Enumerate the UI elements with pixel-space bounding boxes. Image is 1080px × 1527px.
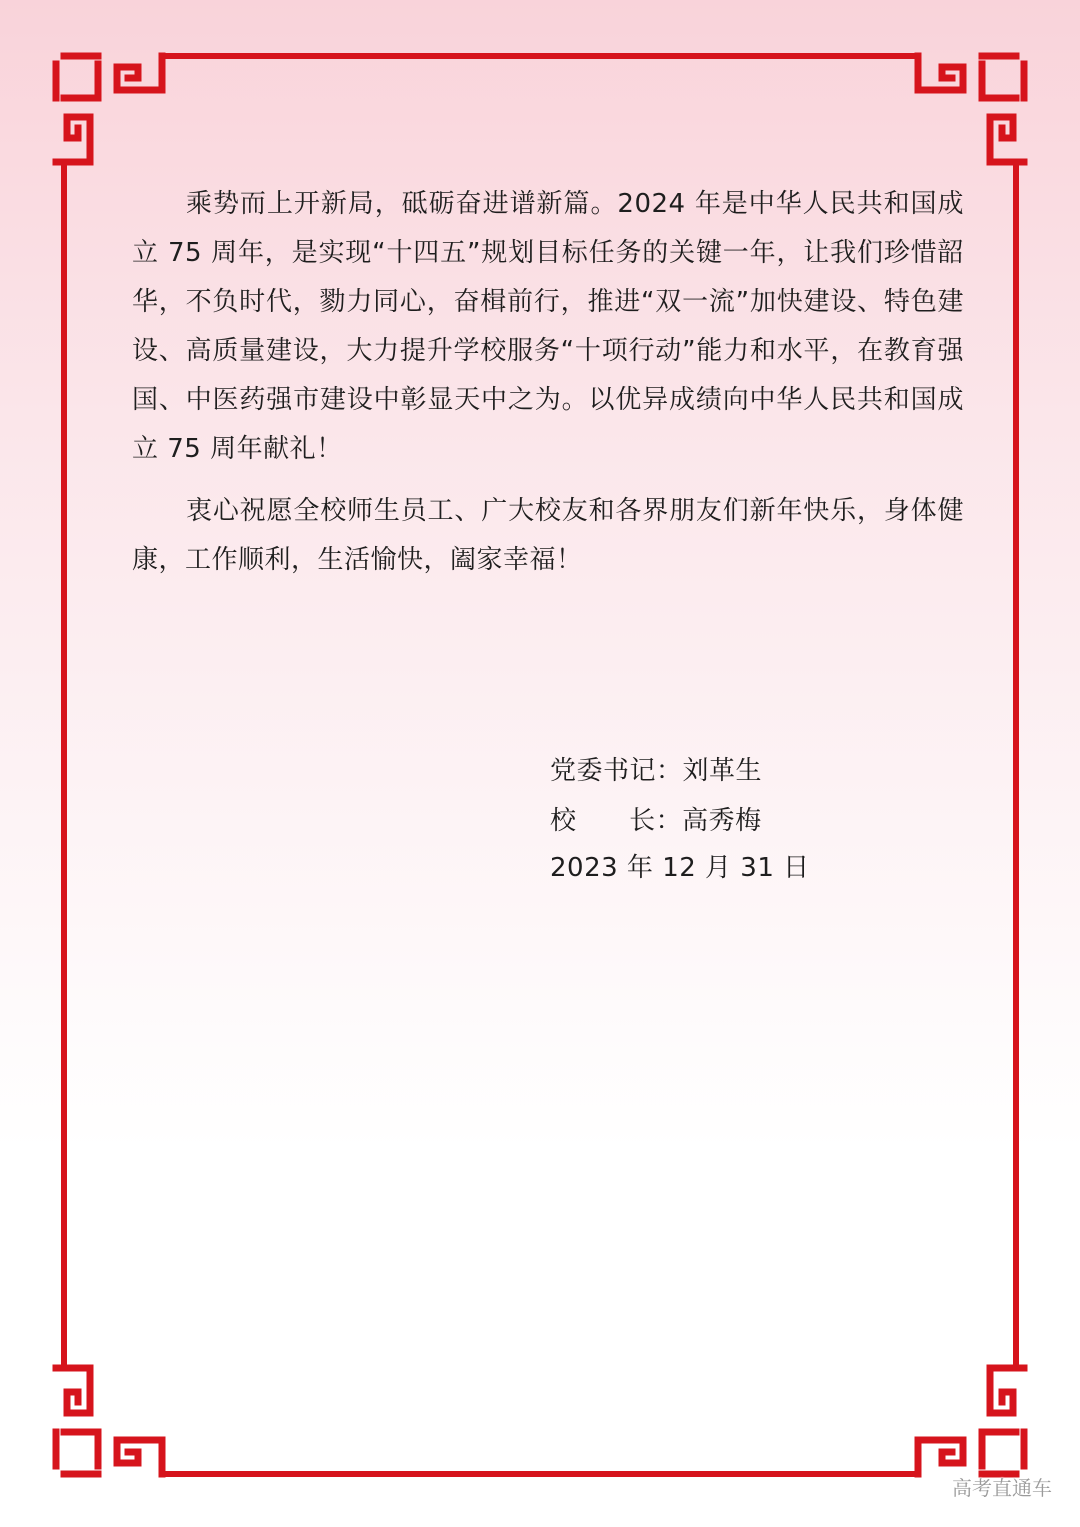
signature-president: 校 长：高秀梅: [550, 806, 762, 836]
signature-date: 2023 年 12 月 31 日: [550, 853, 810, 883]
corner-ornament-top-right: [918, 56, 1024, 162]
watermark: 高考直通车: [952, 1476, 1052, 1500]
letter-paragraph-1: 乘势而上开新局，砥砺奋进谱新篇。2024 年是中华人民共和国成立 75 周年，是实现“十四五”规划目标任务的关键一年，让我们珍惜韶华，不负时代，勠力同心，奋楫前行，推进“双一流”加快建设、特色建设、高质量建设，大力提升学校服务“十项行动”能力和水平，在教育强国、中医药强市建设中彰显天中之为。以优异成绩向中华人民共和国成立 75 周年献礼！: [132, 189, 964, 464]
signature-party-secretary: 党委书记：刘革生: [550, 756, 763, 786]
letter-paragraph-2: 衷心祝愿全校师生员工、广大校友和各界朋友们新年快乐，身体健康，工作顺利，生活愉快，阖家幸福！: [132, 496, 964, 575]
corner-ornament-top-left: [56, 56, 162, 162]
corner-ornament-bottom-left: [56, 1368, 162, 1474]
corner-ornament-bottom-right: [918, 1368, 1024, 1474]
